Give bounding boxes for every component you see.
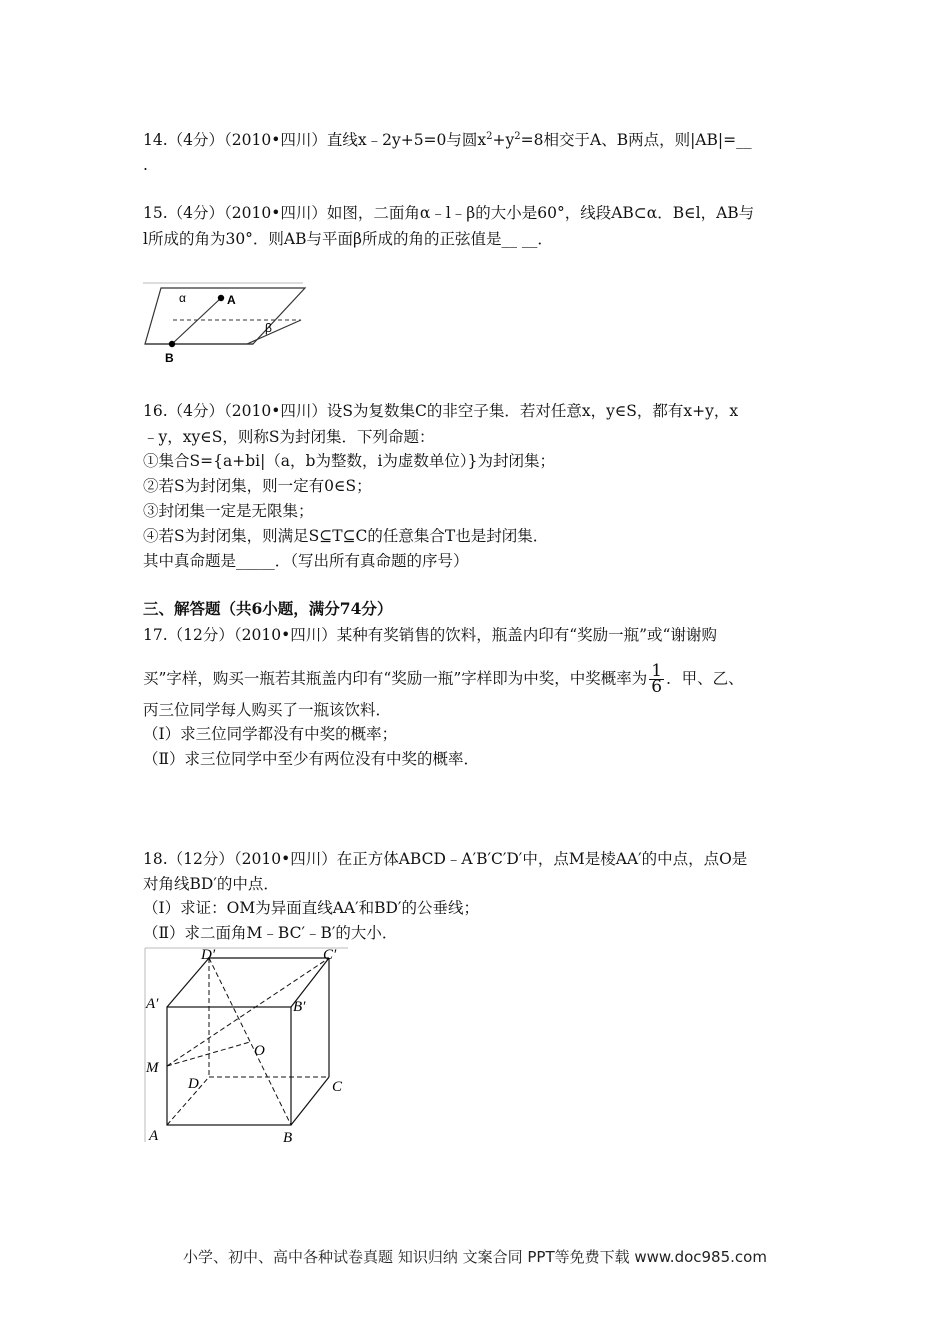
q18-line2: 对角线BD′的中点． [143,875,279,893]
q15-figure [143,282,308,368]
probability-fraction: $\frac{1}{6}$ [651,661,663,697]
q16-line2: ﹣y，xy∈S，则称S为封闭集．下列命题： [143,428,435,446]
section-title: 三、解答题（共6小题，满分74分） [143,599,393,618]
q18-line1: 18.（12分）（2010•四川）在正方体ABCD﹣A′B′C′D′中，点M是棱AA′的中点，点O是 [143,850,748,868]
q14-line1: 14.（4分）（2010•四川）直线x﹣2y+5=0与圆$x^2+y^2=8$相交于A、B两点，则|AB|=__ [143,130,752,149]
q16-item1: ①集合S={a+bi|（a，b为整数，i为虚数单位）}为封闭集； [143,452,556,470]
label-bp: B′ [293,999,306,1015]
q16-line1: 16.（4分）（2010•四川）设S为复数集C的非空子集．若对任意x，y∈S，都有x+y，x [143,402,739,420]
q16-item4: ④若S为封闭集，则满足S⊆T⊆C的任意集合T也是封闭集． [143,527,549,545]
label-b: B [283,1130,293,1146]
q16-item2: ②若S为封闭集，则一定有0∈S； [143,477,372,495]
beta-label: β [265,321,272,335]
q17-line3: 丙三位同学每人购买了一瓶该饮料． [143,701,392,719]
q17-part2: （Ⅱ）求三位同学中至少有两位没有中奖的概率． [143,750,480,768]
q17-line1: 17.（12分）（2010•四川）某种有奖销售的饮料，瓶盖内印有“奖励一瓶”或“谢谢购 [143,626,717,644]
label-o: O [254,1043,265,1059]
q16-answer: 其中真命题是_____．（写出所有真命题的序号） [143,552,469,570]
q18-part2: （Ⅱ）求二面角M﹣BC′﹣B′的大小． [143,924,398,942]
q17-line2: 买”字样，购买一瓶若其瓶盖内印有“奖励一瓶”字样即为中奖，中奖概率为 $\frac{1}{6}$ ．甲、乙、 [143,661,744,697]
alpha-label: α [179,291,186,305]
q16-item3: ③封闭集一定是无限集； [143,502,314,520]
label-c: C [332,1079,343,1095]
label-m: M [146,1060,159,1076]
label-dp: D′ [201,947,216,963]
label-cp: C′ [323,947,337,963]
q18-cube-figure [143,946,358,1146]
b-label: B [165,351,174,365]
q18-part1: （Ⅰ）求证：OM为异面直线AA′和BD′的公垂线； [143,899,479,917]
point-b [169,341,175,347]
point-a [218,295,224,301]
q15-line1: 15.（4分）（2010•四川）如图，二面角α﹣l﹣β的大小是60°，线段AB⊂α．B∈l，AB与 [143,204,755,222]
a-label: A [227,293,236,307]
q15-line2: l所成的角为30°．则AB与平面β所成的角的正弦值是__ __． [143,230,553,248]
footer-text: 小学、初中、高中各种试卷真题 知识归纳 文案合同 PPT等免费下载 www.doc985.com [183,1248,767,1266]
q17-part1: （Ⅰ）求三位同学都没有中奖的概率； [143,725,398,743]
q14-line2: . [143,156,148,174]
label-a: A [149,1128,159,1144]
label-d: D [188,1076,199,1092]
label-ap: A′ [146,996,159,1012]
